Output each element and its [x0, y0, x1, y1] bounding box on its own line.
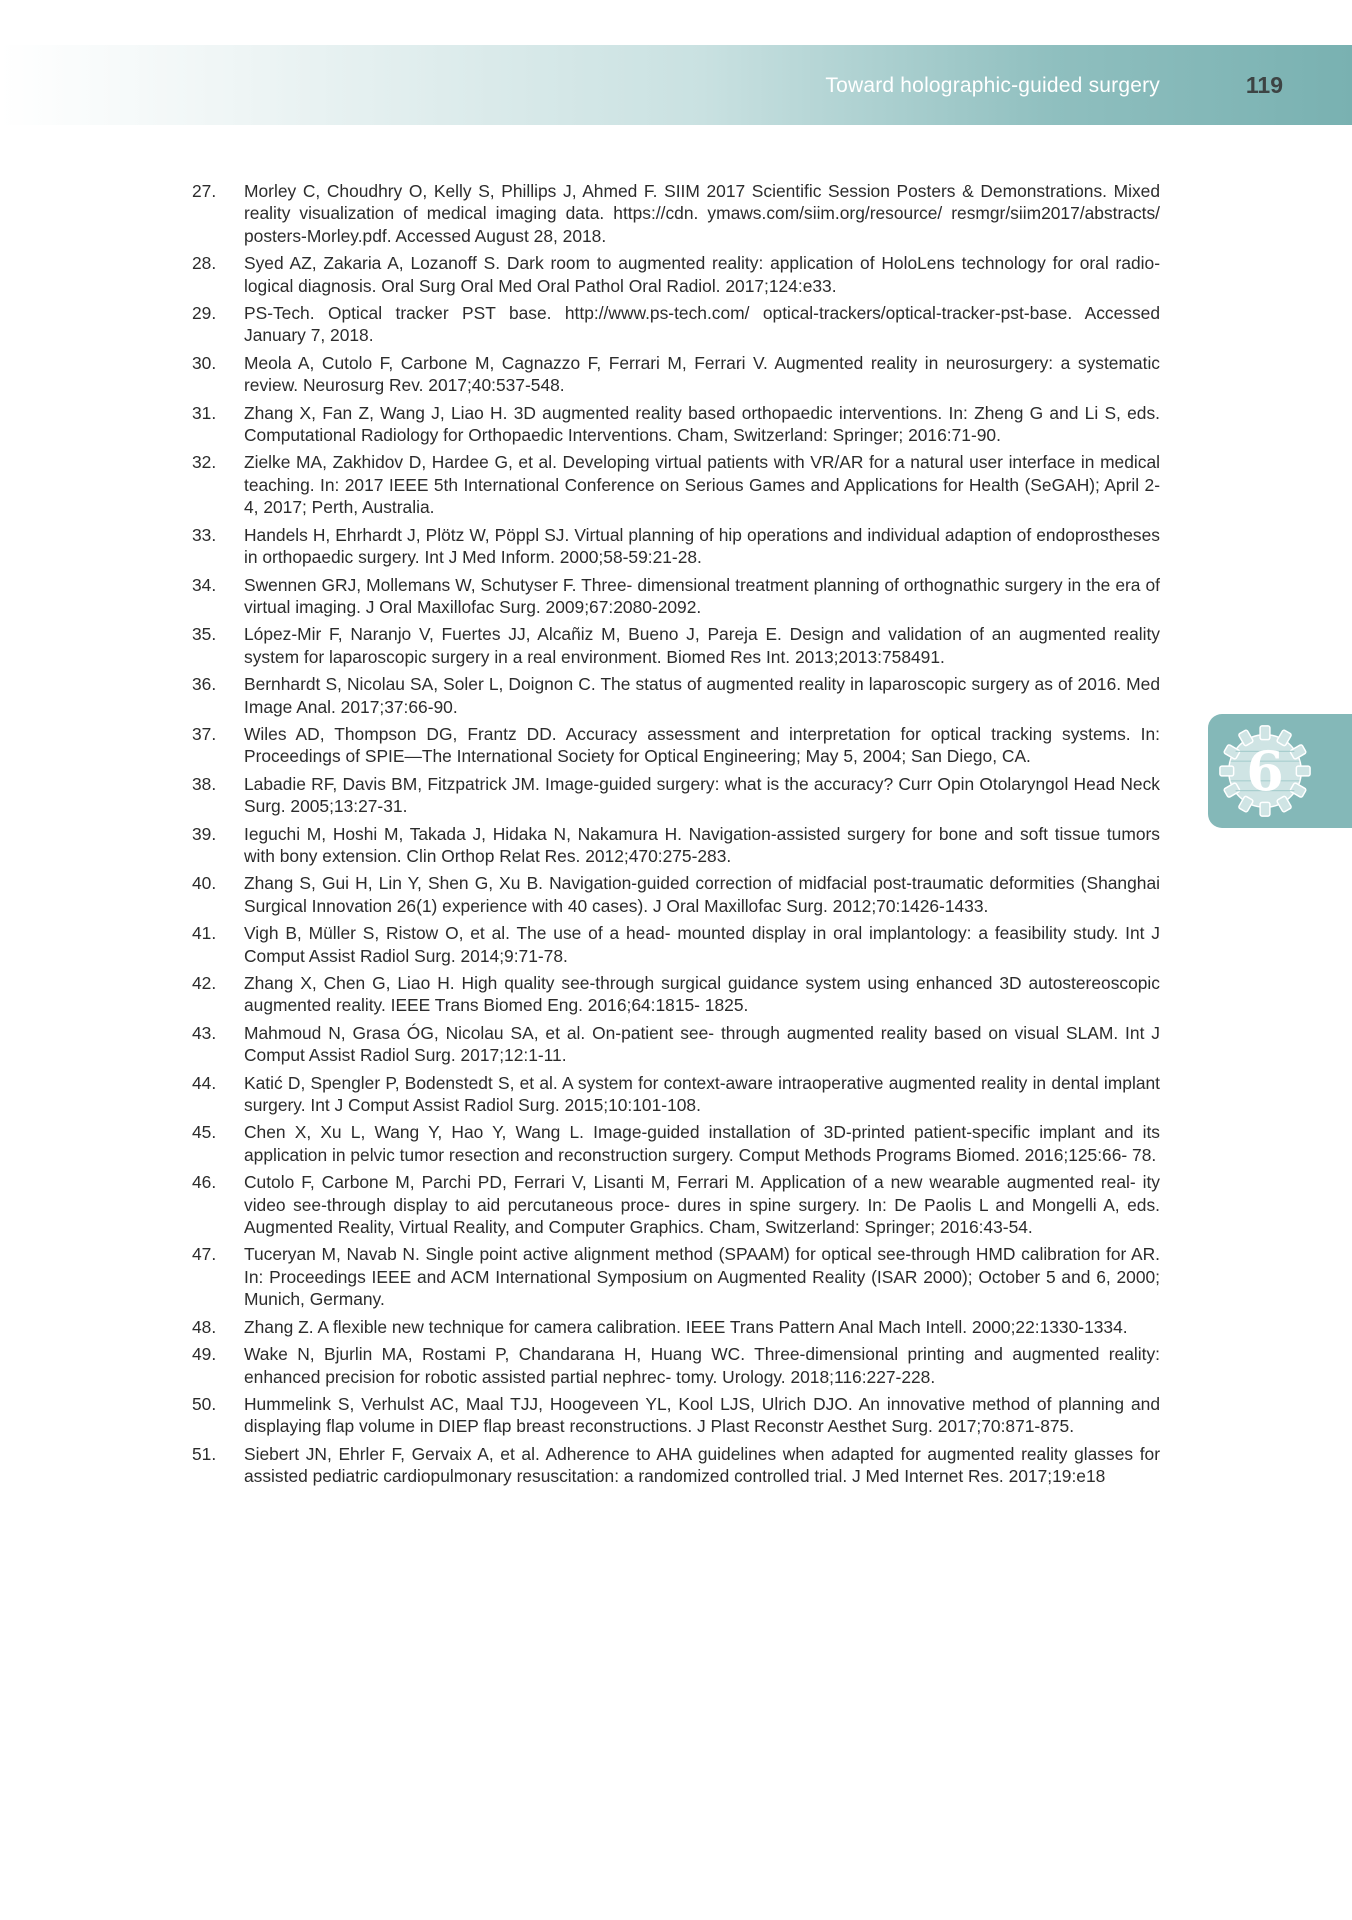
running-title: Toward holographic-guided surgery — [825, 74, 1160, 97]
reference-item — [192, 1316, 1160, 1338]
reference-text: Ieguchi M, Hoshi M, Takada J, Hidaka N, Nakamura H. Navigation-assisted surgery for bone and soft tissue tumors with bony extension. Clin Orthop Relat Res. 2012;470:275-283. — [244, 823, 1160, 866]
reference-list — [192, 180, 1160, 1493]
reference-number: 27. — [192, 181, 217, 201]
reference-item — [192, 872, 1160, 917]
page-number: 119 — [1245, 72, 1283, 98]
reference-item — [192, 972, 1160, 1017]
reference-item — [192, 773, 1160, 818]
reference-text: Bernhardt S, Nicolau SA, Soler L, Doignon C. The status of augmented reality in laparoscopic surgery as of 2016. Med Image Anal. 2017;37:66-90. — [244, 674, 1160, 717]
reference-number: 36. — [192, 674, 217, 695]
reference-item — [192, 1393, 1160, 1438]
reference-number: 51. — [192, 1443, 217, 1464]
reference-item — [192, 524, 1160, 569]
reference-number: 42. — [192, 973, 217, 993]
reference-number: 49. — [192, 1344, 217, 1365]
reference-item — [192, 1443, 1160, 1488]
reference-text: Chen X, Xu L, Wang Y, Hao Y, Wang L. Image-guided installation of 3D-printed patient-specific implant and its application in pelvic tumor resection and reconstruction surgery. Comput Methods Programs Biomed. 2016;125:66- 78. — [244, 1122, 1160, 1165]
reference-number: 28. — [192, 253, 217, 274]
reference-number: 45. — [192, 1122, 217, 1143]
reference-item — [192, 723, 1160, 768]
reference-item — [192, 451, 1160, 518]
reference-number: 50. — [192, 1393, 217, 1414]
reference-item — [192, 574, 1160, 619]
reference-number: 33. — [192, 524, 217, 545]
reference-text: Zhang X, Fan Z, Wang J, Liao H. 3D augmented reality based orthopaedic interventions. In: Zheng G and Li S, eds. Computational Radiology for Orthopaedic Interventions. Cham, Switzerland: Springer; 2016:71-90. — [244, 402, 1160, 446]
reference-item — [192, 352, 1160, 397]
reference-item — [192, 1022, 1160, 1067]
reference-text: Siebert JN, Ehrler F, Gervaix A, et al. Adherence to AHA guidelines when adapted for augmented reality glasses for assisted pediatric cardiopulmonary resuscitation: a randomized controlled trial. J Med Internet Res. 2017;19:e18 — [244, 1443, 1160, 1487]
reference-item — [192, 623, 1160, 668]
reference-item — [192, 302, 1160, 347]
reference-text: Zhang X, Chen G, Liao H. High quality see-through surgical guidance system using enhanced 3D autostereoscopic augmented reality. IEEE Trans Biomed Eng. 2016;64:1815- 1825. — [244, 973, 1160, 1016]
reference-item — [192, 823, 1160, 868]
reference-text: Zhang S, Gui H, Lin Y, Shen G, Xu B. Navigation-guided correction of midfacial post-traumatic deformities (Shanghai Surgical Innovation 26(1) experience with 40 cases). J Oral Maxillofac Surg. 2012;70:1426-1433. — [244, 873, 1160, 916]
reference-item — [192, 252, 1160, 297]
reference-text: PS-Tech. Optical tracker PST base. http://www.ps-tech.com/ optical-trackers/optical-tracker-pst-base. Accessed January 7, 2018. — [244, 303, 1160, 346]
reference-number: 31. — [192, 402, 217, 423]
reference-text: Hummelink S, Verhulst AC, Maal TJJ, Hoogeveen YL, Kool LJS, Ulrich DJO. An innovative method of planning and displaying flap volume in DIEP flap breast reconstructions. J Plast Reconstr Aesthet Surg. 2017;70:871-875. — [244, 1393, 1160, 1437]
reference-text: Handels H, Ehrhardt J, Plötz W, Pöppl SJ. Virtual planning of hip operations and individual adaption of endoprostheses in orthopaedic surgery. Int J Med Inform. 2000;58-59:21-28. — [244, 524, 1160, 568]
reference-number: 32. — [192, 452, 217, 473]
reference-text: Zielke MA, Zakhidov D, Hardee G, et al. Developing virtual patients with VR/AR for a natural user interface in medical teaching. In: 2017 IEEE 5th International Conference on Serious Games and Applications for Health (SeGAH); April 2-4, 2017; Perth, Australia. — [244, 452, 1160, 518]
reference-number: 43. — [192, 1022, 217, 1043]
reference-item — [192, 402, 1160, 447]
reference-number: 35. — [192, 624, 217, 645]
reference-text: Swennen GRJ, Mollemans W, Schutyser F. Three- dimensional treatment planning of orthognathic surgery in the era of virtual imaging. J Oral Maxillofac Surg. 2009;67:2080-2092. — [244, 574, 1160, 617]
reference-number: 46. — [192, 1172, 217, 1193]
reference-text: Labadie RF, Davis BM, Fitzpatrick JM. Image-guided surgery: what is the accuracy? Curr Opin Otolaryngol Head Neck Surg. 2005;13:27-31. — [244, 773, 1160, 817]
reference-number: 48. — [192, 1316, 217, 1337]
reference-text: Morley C, Choudhry O, Kelly S, Phillips J, Ahmed F. SIIM 2017 Scientific Session Posters & Demonstrations. Mixed reality visualization of medical imaging data. https://cdn. ymaws.com/siim.org/resource/ resmgr/siim2017/abstracts/ posters-Morley.pdf. Accessed August 28, 2018. — [244, 181, 1160, 246]
reference-text: Wake N, Bjurlin MA, Rostami P, Chandarana H, Huang WC. Three-dimensional printing and augmented reality: enhanced precision for robotic assisted partial nephrec- tomy. Urology. 2018;116:227-228. — [244, 1344, 1160, 1387]
reference-item — [192, 1121, 1160, 1166]
reference-text: Meola A, Cutolo F, Carbone M, Cagnazzo F, Ferrari M, Ferrari V. Augmented reality in neurosurgery: a systematic review. Neurosurg Rev. 2017;40:537-548. — [244, 352, 1160, 396]
reference-item — [192, 1171, 1160, 1238]
chapter-number: 6 — [1246, 739, 1284, 803]
reference-item — [192, 673, 1160, 718]
reference-number: 44. — [192, 1072, 217, 1093]
reference-text: López-Mir F, Naranjo V, Fuertes JJ, Alcañiz M, Bueno J, Pareja E. Design and validation of an augmented reality system for laparoscopic surgery in a real environment. Biomed Res Int. 2013;2013:758491. — [244, 624, 1160, 667]
reference-text: Mahmoud N, Grasa ÓG, Nicolau SA, et al. On-patient see- through augmented reality based on visual SLAM. Int J Comput Assist Radiol Surg. 2017;12:1-11. — [244, 1022, 1160, 1066]
reference-text: Zhang Z. A flexible new technique for camera calibration. IEEE Trans Pattern Anal Mach Intell. 2000;22:1330-1334. — [244, 1316, 1128, 1337]
reference-number: 47. — [192, 1244, 217, 1265]
reference-text: Wiles AD, Thompson DG, Frantz DD. Accuracy assessment and interpretation for optical tracking systems. In: Proceedings of SPIE—The International Society for Optical Engineering; May 5, 2004; San Diego, CA. — [244, 723, 1160, 767]
reference-item — [192, 1343, 1160, 1388]
reference-item — [192, 1243, 1160, 1310]
reference-item — [192, 1072, 1160, 1117]
reference-number: 40. — [192, 873, 217, 894]
reference-number: 30. — [192, 352, 217, 373]
reference-item — [192, 922, 1160, 967]
reference-text: Katić D, Spengler P, Bodenstedt S, et al. A system for context-aware intraoperative augmented reality in dental implant surgery. Int J Comput Assist Radiol Surg. 2015;10:101-108. — [244, 1072, 1160, 1116]
reference-number: 29. — [192, 303, 217, 324]
reference-text: Tuceryan M, Navab N. Single point active alignment method (SPAAM) for optical see-through HMD calibration for AR. In: Proceedings IEEE and ACM International Symposium on Augmented Reality (ISAR 2000); October 5 and 6, 2000; Munich, Germany. — [244, 1244, 1160, 1310]
reference-text: Syed AZ, Zakaria A, Lozanoff S. Dark room to augmented reality: application of HoloLens technology for oral radio- logical diagnosis. Oral Surg Oral Med Oral Pathol Oral Radiol. 2017;124:e33. — [244, 253, 1160, 296]
reference-number: 34. — [192, 574, 217, 595]
reference-number: 41. — [192, 923, 217, 944]
reference-item — [192, 180, 1160, 247]
reference-number: 39. — [192, 823, 217, 844]
reference-number: 37. — [192, 723, 217, 744]
reference-number: 38. — [192, 773, 217, 794]
reference-text: Vigh B, Müller S, Ristow O, et al. The use of a head- mounted display in oral implantology: a feasibility study. Int J Comput Assist Radiol Surg. 2014;9:71-78. — [244, 923, 1160, 966]
reference-text: Cutolo F, Carbone M, Parchi PD, Ferrari V, Lisanti M, Ferrari M. Application of a new wearable augmented real- ity video see-through display to aid percutaneous proce- dures in spine surgery. In: De Paolis L and Mongelli A, eds. Augmented Reality, Virtual Reality, and Computer Graphics. Cham, Switzerland: Springer; 2016:43-54. — [244, 1172, 1160, 1238]
